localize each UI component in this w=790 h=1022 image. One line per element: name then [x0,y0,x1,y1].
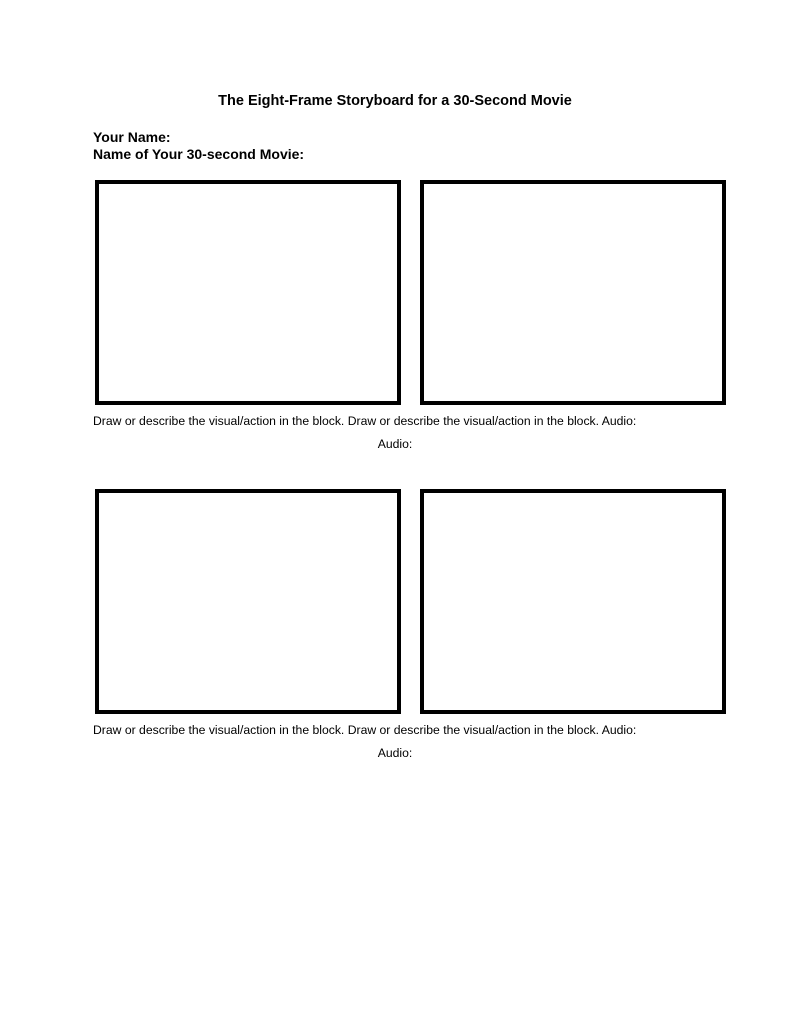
storyboard-frame-1 [95,180,401,405]
row-1-caption: Draw or describe the visual/action in the block. Draw or describe the visual/action in the block. Audio: [93,414,637,428]
row-1-audio-label: Audio: [377,437,413,451]
your-name-label: Your Name: [93,129,171,145]
page-title: The Eight-Frame Storyboard for a 30-Second Movie [218,93,572,109]
row-2-caption: Draw or describe the visual/action in the block. Draw or describe the visual/action in the block. Audio: [93,723,637,737]
storyboard-frame-2 [420,180,726,405]
movie-name-label: Name of Your 30-second Movie: [93,146,305,162]
storyboard-frame-4 [420,489,726,714]
row-2-audio-label: Audio: [377,746,413,760]
storyboard-frame-3 [95,489,401,714]
